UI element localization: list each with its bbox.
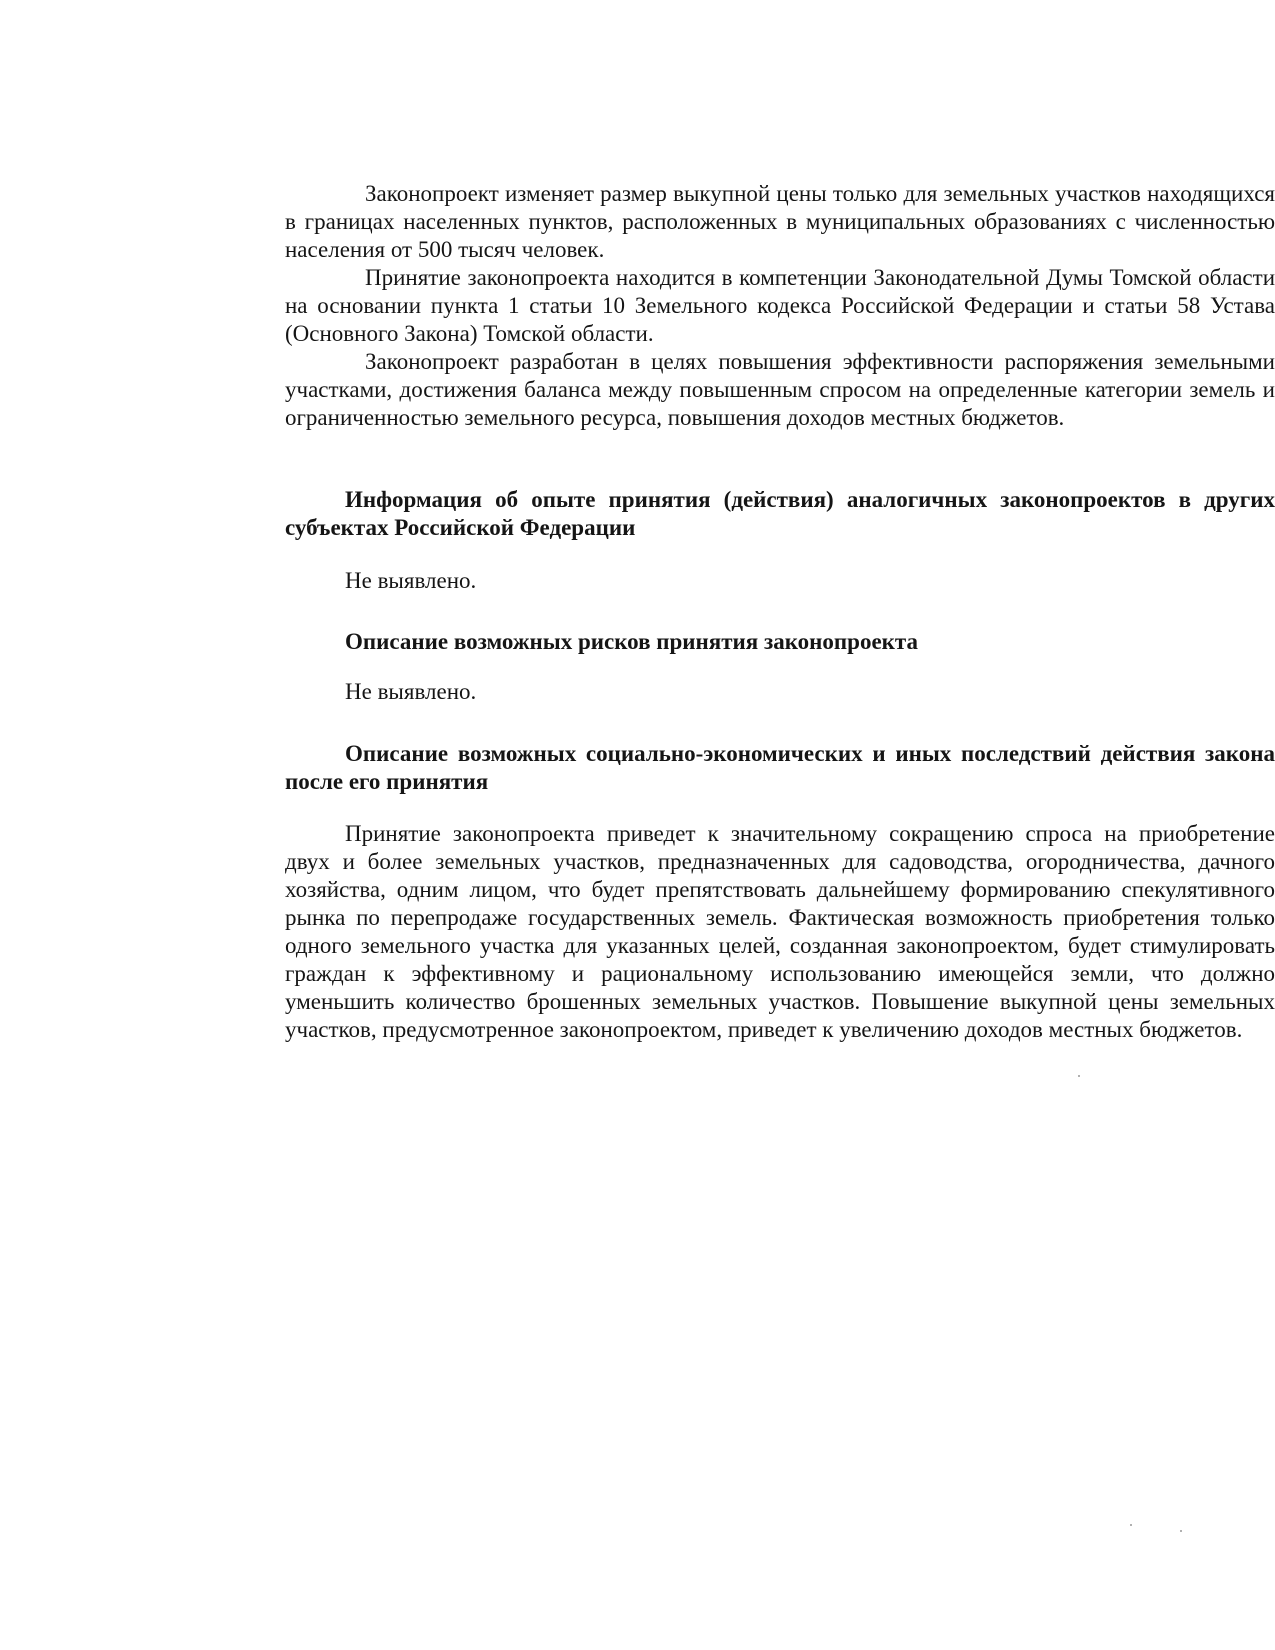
risks-heading: Описание возможных рисков принятия законопроекта (345, 629, 919, 654)
consequences-text: Принятие законопроекта приведет к значительному сокращению спроса на приобретение двух и более земельных участков, предназначенных для садоводства, огородничества, дачного хозяйства, одним лицом, что будет препятствовать дальнейшему формированию спекулятивного рынка по перепродаже государственных земель. Фактическая возможность приобретения только одного земельного участка для указанных целей, созданная законопроектом, будет стимулировать граждан к эффективному и рациональному использованию имеющейся земли, что должно уменьшить количество брошенных земельных участков. Повышение выкупной цены земельных участков, предусмотренное законопроектом, приведет к увеличению доходов местных бюджетов. (285, 821, 1275, 1042)
risks-text: Не выявлено. (345, 679, 477, 704)
scan-speck (1180, 1530, 1182, 1532)
intro-paragraph-1: Законопроект изменяет размер выкупной цены только для земельных участков находящихся в границах населенных пунктов, расположенных в муниципальных образованиях с численностью населения от 500 тысяч человек. (285, 181, 1275, 262)
consequences-section (285, 740, 1275, 796)
scan-speck (1130, 1524, 1132, 1526)
consequences-heading: Описание возможных социально-экономических и иных последствий действия закона после его принятия (285, 741, 1275, 794)
experience-heading: Информация об опыте принятия (действия) аналогичных законопроектов в других субъектах Российской Федерации (285, 487, 1275, 540)
intro-paragraph-2: Принятие законопроекта находится в компетенции Законодательной Думы Томской области на основании пункта 1 статьи 10 Земельного кодекса Российской Федерации и статьи 58 Устава (Основного Закона) Томской области. (285, 265, 1275, 346)
intro-paragraph-3: Законопроект разработан в целях повышения эффективности распоряжения земельными участками, достижения баланса между повышенным спросом на определенные категории земель и ограниченностью земельного ресурса, повышения доходов местных бюджетов. (285, 349, 1275, 430)
experience-section (285, 486, 1275, 542)
experience-body (285, 567, 1275, 595)
risks-section (285, 628, 1275, 656)
intro-section (285, 180, 1275, 432)
risks-body (285, 678, 1275, 706)
experience-text: Не выявлено. (345, 568, 477, 593)
scan-speck (1078, 1075, 1080, 1077)
consequences-body (285, 820, 1275, 1044)
